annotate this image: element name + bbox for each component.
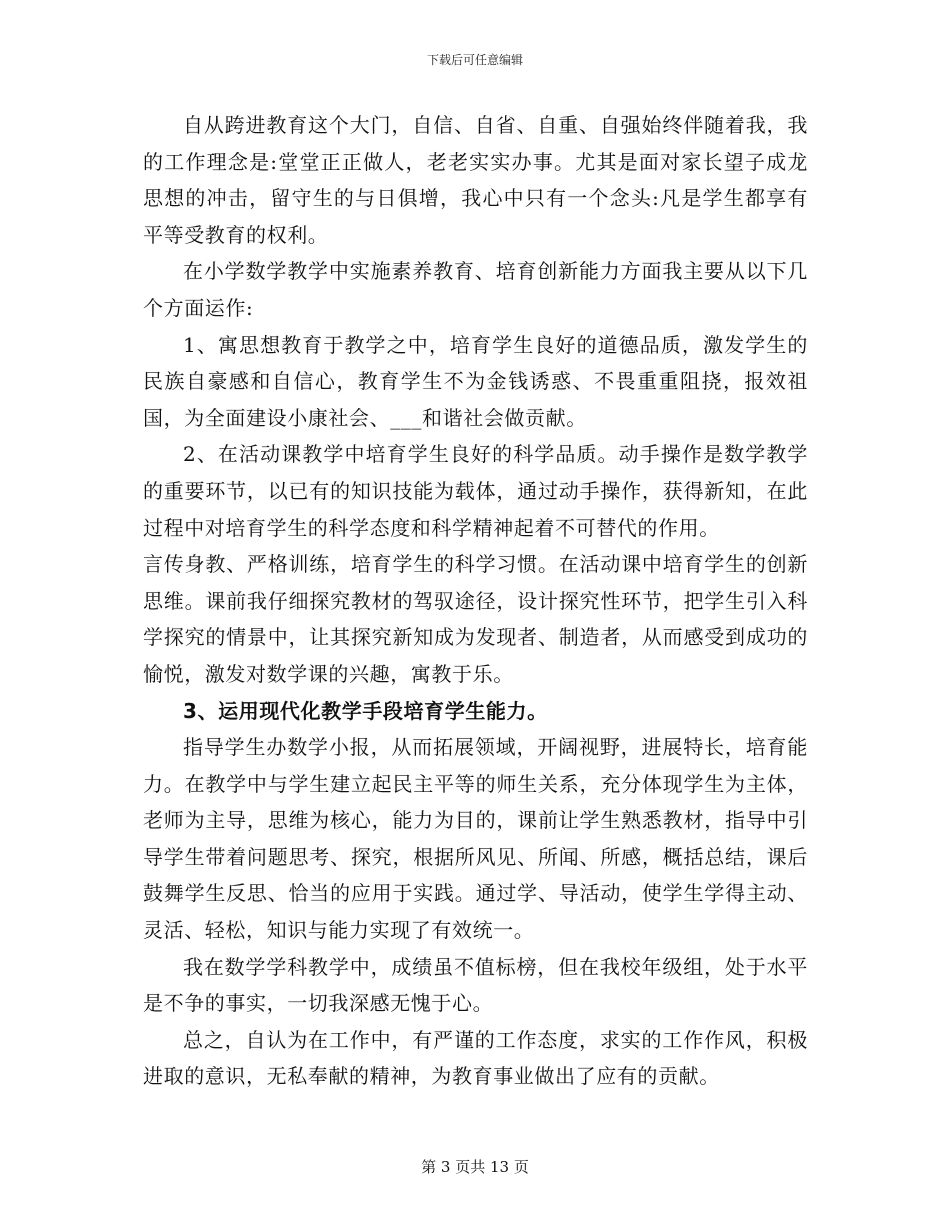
- paragraph-intro: 自从跨进教育这个大门，自信、自省、自重、自强始终伴随着我，我的工作理念是:堂堂正正做人，老老实实办事。尤其是面对家长望子成龙思想的冲击，留守生的与日俱增，我心中只有一个念头:凡是学生都享有平等受教育的权利。: [143, 113, 809, 247]
- page-number: 第 3 页共 13 页: [421, 1158, 529, 1176]
- document-body: [143, 107, 808, 1095]
- paragraph-point-2-continued: 言传身教、严格训练，培育学生的科学习惯。在活动课中培育学生的创新思维。课前我仔细探究教材的驾驭途径，设计探究性环节，把学生引入科学探究的情景中，让其探究新知成为发现者、制造者，从而感受到成功的愉悦，激发对数学课的兴趣，寓教于乐。: [143, 552, 808, 686]
- paragraph-point-3-body: 指导学生办数学小报，从而拓展领域，开阔视野，进展特长，培育能力。在教学中与学生建立起民主平等的师生关系，充分体现学生为主体，老师为主导，思维为核心，能力为目的，课前让学生熟悉教材，指导中引导学生带着问题思考、探究，根据所风见、所闻、所感，概括总结，课后鼓舞学生反思、恰当的应用于实践。通过学、导活动，使学生学得主动、灵活、轻松，知识与能力实现了有效统一。: [143, 735, 808, 943]
- paragraph-point-2: 2、在活动课教学中培育学生良好的科学品质。动手操作是数学教学的重要环节，以已有的知识技能为载体，通过动手操作，获得新知，在此过程中对培育学生的科学态度和科学精神起着不可替代的作用。: [143, 442, 808, 540]
- page-header-note: 下载后可任意编辑: [426, 53, 523, 67]
- paragraph-conclusion: 总之，自认为在工作中，有严谨的工作态度，求实的工作作风，积极进取的意识，无私奉献的精神，为教育事业做出了应有的贡献。: [143, 1027, 808, 1089]
- paragraph-point-3-heading: 3、运用现代化教学手段培育学生能力。: [183, 698, 548, 723]
- paragraph-overview: 在小学数学教学中实施素养教育、培育创新能力方面我主要从以下几个方面运作:: [143, 259, 808, 320]
- paragraph-achievement: 我在数学学科教学中，成绩虽不值标榜，但在我校年级组，处于水平是不争的事实，一切我深感无愧于心。: [143, 954, 808, 1016]
- paragraph-point-1: 1、寓思想教育于教学之中，培育学生良好的道德品质，激发学生的民族自豪感和自信心，教育学生不为金钱诱惑、不畏重重阻挠，报效祖国，为全面建设小康社会、___和谐社会做贡献。: [143, 332, 808, 430]
